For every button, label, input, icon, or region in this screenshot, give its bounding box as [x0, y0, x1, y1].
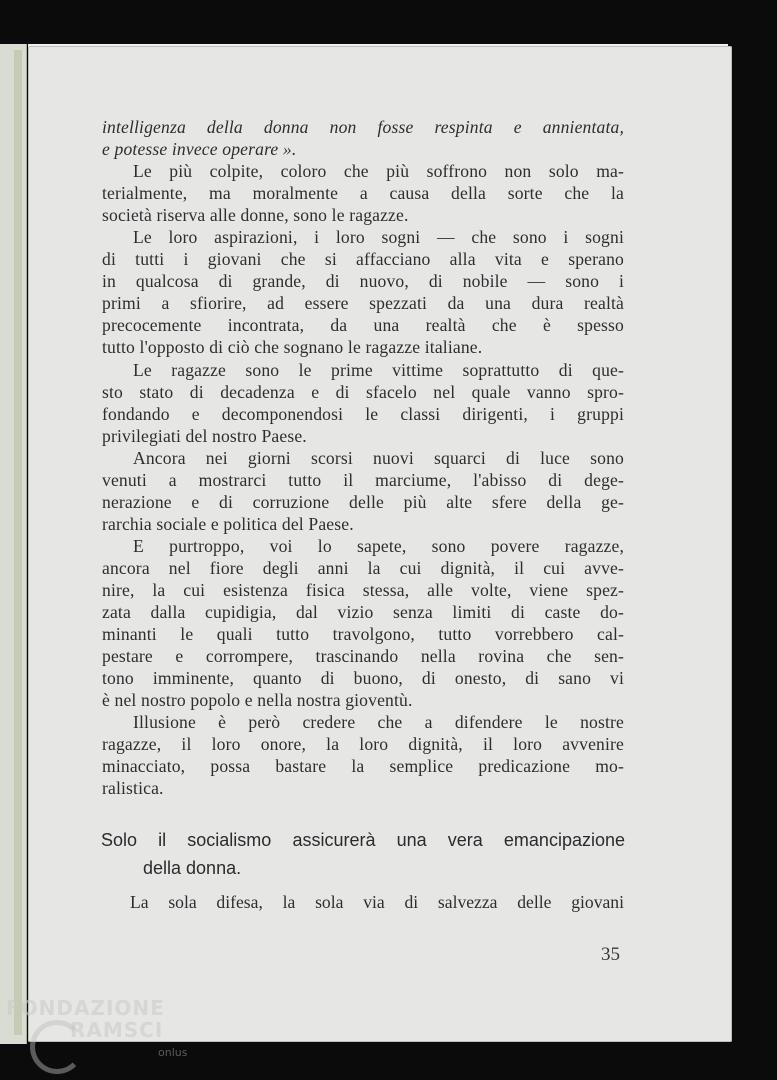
text-line: zata dalla cupidigia, dal vizio senza limiti di caste do- [102, 602, 624, 623]
text-line: tutto l'opposto di ciò che sognano le ragazze italiane. [102, 337, 483, 358]
text-line: fondando e decomponendosi le classi dirigenti, i gruppi [102, 403, 624, 424]
text-line: in qualcosa di grande, di nuovo, di nobile — sono i [102, 271, 624, 292]
text-line: nerazione e di corruzione delle più alte sfere della ge- [102, 491, 624, 512]
text-line: venuti a mostrarci tutto il marciume, l'abisso di dege- [102, 469, 624, 490]
watermark-logo-icon [30, 1020, 84, 1074]
heading-line-2: della donna. [143, 858, 242, 878]
text-line: privilegiati del nostro Paese. [102, 425, 307, 446]
text-line: società riserva alle donne, sono le ragazze. [102, 205, 409, 226]
page-number: 35 [601, 944, 620, 965]
text-line: di tutti i giovani che si affacciano alla vita e sperano [102, 249, 624, 270]
text-line: Le ragazze sono le prime vittime soprattutto di que- [133, 359, 624, 380]
previous-page-binding [14, 50, 22, 1035]
text-line: e potesse invece operare ». [102, 139, 297, 160]
text-line: Le più colpite, coloro che più soffrono non solo ma- [133, 161, 624, 182]
text-line: tono imminente, quanto di buono, di onesto, di sano vi [102, 668, 624, 689]
text-line: pestare e corrompere, trascinando nella rovina che sen- [102, 646, 624, 667]
closing-line: La sola difesa, la sola via di salvezza delle giovani [130, 892, 624, 912]
text-line: ancora nel fiore degli anni la cui dignità, il cui avve- [102, 557, 624, 578]
text-line: primi a sfiorire, ad essere spezzati da una dura realtà [102, 293, 624, 314]
text-line: ragazze, il loro onore, la loro dignità, il loro avvenire [102, 734, 624, 755]
text-line: rarchia sociale e politica del Paese. [102, 513, 354, 534]
section-heading [101, 826, 625, 882]
heading-line-1: Solo il socialismo assicurerà una vera emancipazione [101, 830, 625, 850]
text-line: Illusione è però credere che a difendere le nostre [133, 712, 624, 733]
text-line: nire, la cui esistenza fisica stessa, alle volte, viene spez- [102, 579, 624, 600]
watermark-line-1: FONDAZIONE [6, 996, 165, 1020]
text-line: terialmente, ma moralmente a causa della sorte che la [102, 183, 624, 204]
body-text [102, 116, 624, 799]
watermark-line-3: onlus [158, 1046, 188, 1059]
text-line: intelligenza della donna non fosse respinta e annientata, [102, 117, 624, 137]
text-line: sto stato di decadenza e di sfacelo nel quale vanno spro- [102, 381, 624, 402]
text-line: ralistica. [102, 778, 164, 799]
text-line: precocemente incontrata, da una realtà che è spesso [102, 315, 624, 336]
text-line: Le loro aspirazioni, i loro sogni — che sono i sogni [133, 227, 624, 248]
text-line: Ancora nei giorni scorsi nuovi squarci di luce sono [133, 447, 624, 468]
text-line: è nel nostro popolo e nella nostra gioventù. [102, 690, 413, 711]
text-line: E purtroppo, voi lo sapete, sono povere ragazze, [133, 535, 624, 556]
watermark-line-2: RAMSCI [70, 1018, 164, 1042]
text-line: minacciato, possa bastare la semplice predicazione mo- [102, 756, 624, 777]
text-line: minanti le quali tutto travolgono, tutto vorrebbero cal- [102, 624, 624, 645]
